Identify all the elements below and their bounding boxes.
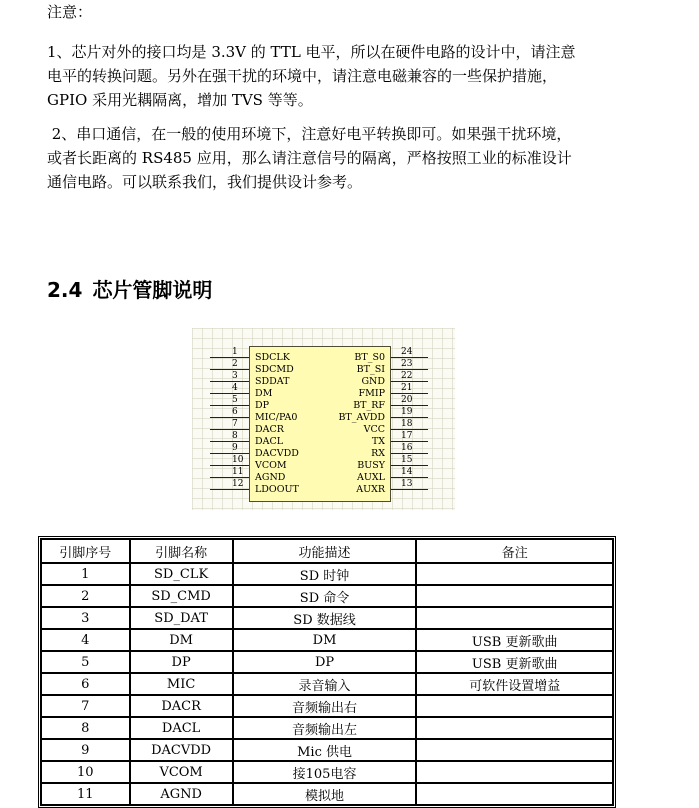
- note-paragraph-2: [47, 122, 647, 194]
- right-pin-number: 17: [401, 431, 413, 441]
- table-row: [41, 585, 613, 607]
- right-pin-line: [391, 477, 428, 478]
- right-pin-number: 23: [401, 359, 413, 369]
- pin-description-table: [38, 536, 616, 808]
- left-pin-label: AGND: [255, 472, 286, 483]
- left-pin-label: SDCMD: [255, 364, 294, 375]
- left-pin-line: [210, 429, 249, 430]
- left-pin-number: 7: [232, 419, 238, 429]
- cell-function: SD 命令: [233, 585, 417, 607]
- note-title: 注意：: [47, 3, 93, 21]
- cell-remarks: [416, 585, 613, 607]
- right-pin-line: [391, 369, 428, 370]
- right-pin-line: [391, 441, 428, 442]
- cell-function: 音频输出右: [233, 695, 417, 717]
- note-p2-line1: 2、串口通信，在一般的使用环境下，注意好电平转换即可。如果强干扰环境，: [47, 125, 572, 143]
- left-pin-label: VCOM: [255, 460, 287, 471]
- left-pin-label: SDDAT: [255, 376, 290, 387]
- left-pin-label: DACL: [255, 436, 284, 447]
- cell-pin-name: SD_DAT: [130, 607, 233, 629]
- left-pin-line: [210, 369, 249, 370]
- left-pin-label: LDOOUT: [255, 484, 299, 495]
- cell-pin-number: 10: [41, 761, 130, 783]
- right-pin-label: BT_RF: [353, 400, 385, 411]
- right-pin-number: 21: [401, 383, 413, 393]
- right-pin-number: 13: [401, 479, 413, 489]
- cell-function: 录音输入: [233, 673, 417, 695]
- right-pin-number: 20: [401, 395, 413, 405]
- left-pin-line: [210, 441, 249, 442]
- right-pin-number: 14: [401, 467, 413, 477]
- cell-pin-name: MIC: [130, 673, 233, 695]
- header-function: 功能描述: [233, 539, 417, 563]
- right-pin-line: [391, 381, 428, 382]
- cell-pin-name: DM: [130, 629, 233, 651]
- right-pin-number: 16: [401, 443, 413, 453]
- cell-pin-number: 2: [41, 585, 130, 607]
- table-row: [41, 783, 613, 805]
- right-pin-number: 15: [401, 455, 413, 465]
- left-pin-label: DM: [255, 388, 273, 399]
- cell-function: SD 时钟: [233, 563, 417, 585]
- cell-pin-number: 9: [41, 739, 130, 761]
- cell-pin-number: 11: [41, 783, 130, 805]
- left-pin-number: 9: [232, 443, 238, 453]
- right-pin-label: FMIP: [358, 388, 385, 399]
- header-remarks: 备注: [416, 539, 613, 563]
- cell-function: DP: [233, 651, 417, 673]
- right-pin-label: VCC: [363, 424, 385, 435]
- right-pin-line: [391, 393, 428, 394]
- cell-remarks: [416, 739, 613, 761]
- left-pin-line: [210, 381, 249, 382]
- cell-pin-number: 5: [41, 651, 130, 673]
- left-pin-line: [210, 465, 249, 466]
- table-row: [41, 651, 613, 673]
- header-pin-number: 引脚序号: [41, 539, 130, 563]
- table-row: [41, 695, 613, 717]
- right-pin-line: [391, 429, 428, 430]
- cell-remarks: [416, 717, 613, 739]
- right-pin-label: TX: [371, 436, 385, 447]
- cell-pin-name: DACL: [130, 717, 233, 739]
- right-pin-label: AUXR: [356, 484, 385, 495]
- right-pin-line: [391, 453, 428, 454]
- note-paragraph-1: [47, 40, 647, 112]
- table-body: [41, 563, 613, 805]
- left-pin-number: 6: [232, 407, 238, 417]
- left-pin-line: [210, 393, 249, 394]
- cell-pin-number: 3: [41, 607, 130, 629]
- cell-remarks: [416, 695, 613, 717]
- left-pin-number: 2: [232, 359, 238, 369]
- left-pin-number: 1: [232, 347, 238, 357]
- left-pin-number: 4: [232, 383, 238, 393]
- cell-pin-name: SD_CLK: [130, 563, 233, 585]
- cell-pin-name: DP: [130, 651, 233, 673]
- left-pin-line: [210, 405, 249, 406]
- left-pin-label: MIC/PA0: [255, 412, 298, 423]
- right-pin-number: 19: [401, 407, 413, 417]
- left-pin-number: 8: [232, 431, 238, 441]
- right-pin-label: RX: [371, 448, 385, 459]
- table-row: [41, 629, 613, 651]
- table-header-row: [41, 539, 613, 563]
- cell-pin-name: DACR: [130, 695, 233, 717]
- cell-remarks: 可软件设置增益: [416, 673, 613, 695]
- note-p2-line3: 通信电路。可以联系我们，我们提供设计参考。: [47, 173, 363, 191]
- cell-pin-number: 7: [41, 695, 130, 717]
- cell-pin-number: 8: [41, 717, 130, 739]
- cell-pin-name: AGND: [130, 783, 233, 805]
- table-row: [41, 717, 613, 739]
- cell-function: 音频输出左: [233, 717, 417, 739]
- note-p1-line3: GPIO 采用光耦隔离，增加 TVS 等等。: [47, 91, 313, 109]
- right-pin-label: BT_SI: [356, 364, 385, 375]
- right-pin-line: [391, 489, 428, 490]
- right-pin-line: [391, 465, 428, 466]
- left-pin-number: 3: [232, 371, 238, 381]
- left-pin-line: [210, 453, 249, 454]
- header-pin-name: 引脚名称: [130, 539, 233, 563]
- cell-remarks: [416, 783, 613, 805]
- cell-pin-name: SD_CMD: [130, 585, 233, 607]
- section-title: 芯片管脚说明: [92, 278, 213, 302]
- note-p1-line2: 电平的转换问题。另外在强干扰的环境中，请注意电磁兼容的一些保护措施，: [47, 67, 558, 85]
- section-heading: [47, 274, 212, 303]
- cell-function: 接105电容: [233, 761, 417, 783]
- left-pin-number: 10: [232, 455, 244, 465]
- left-pin-number: 11: [232, 467, 244, 477]
- left-pin-number: 5: [232, 395, 238, 405]
- right-pin-label: GND: [361, 376, 385, 387]
- cell-pin-name: DACVDD: [130, 739, 233, 761]
- table-row: [41, 673, 613, 695]
- right-pin-line: [391, 417, 428, 418]
- cell-pin-number: 4: [41, 629, 130, 651]
- cell-pin-name: VCOM: [130, 761, 233, 783]
- left-pin-line: [210, 477, 249, 478]
- left-pin-line: [210, 489, 249, 490]
- left-pin-label: DP: [255, 400, 270, 411]
- right-pin-number: 18: [401, 419, 413, 429]
- cell-function: 模拟地: [233, 783, 417, 805]
- left-pin-label: DACR: [255, 424, 284, 435]
- right-pin-line: [391, 357, 428, 358]
- left-pin-label: SDCLK: [255, 352, 290, 363]
- chip-pin-diagram: [192, 328, 455, 510]
- right-pin-label: BT_AVDD: [338, 412, 385, 423]
- right-pin-line: [391, 405, 428, 406]
- right-pin-label: BUSY: [357, 460, 385, 471]
- left-pin-line: [210, 357, 249, 358]
- cell-pin-number: 1: [41, 563, 130, 585]
- cell-function: Mic 供电: [233, 739, 417, 761]
- cell-function: DM: [233, 629, 417, 651]
- right-pin-label: BT_S0: [354, 352, 385, 363]
- cell-remarks: [416, 761, 613, 783]
- note-p2-line2: 或者长距离的 RS485 应用，那么请注意信号的隔离，严格按照工业的标准设计: [47, 149, 572, 167]
- section-number: 2.4: [47, 278, 83, 302]
- right-pin-number: 22: [401, 371, 413, 381]
- cell-function: SD 数据线: [233, 607, 417, 629]
- table-row: [41, 761, 613, 783]
- cell-remarks: [416, 563, 613, 585]
- cell-remarks: USB 更新歌曲: [416, 629, 613, 651]
- right-pin-label: AUXL: [357, 472, 385, 483]
- left-pin-label: DACVDD: [255, 448, 299, 459]
- cell-remarks: USB 更新歌曲: [416, 651, 613, 673]
- table-row: [41, 563, 613, 585]
- right-pin-number: 24: [401, 347, 413, 357]
- cell-pin-number: 6: [41, 673, 130, 695]
- table-row: [41, 739, 613, 761]
- left-pin-number: 12: [232, 479, 244, 489]
- table-row: [41, 607, 613, 629]
- left-pin-line: [210, 417, 249, 418]
- cell-remarks: [416, 607, 613, 629]
- note-p1-line1: 1、芯片对外的接口均是 3.3V 的 TTL 电平，所以在硬件电路的设计中，请注意: [47, 43, 576, 61]
